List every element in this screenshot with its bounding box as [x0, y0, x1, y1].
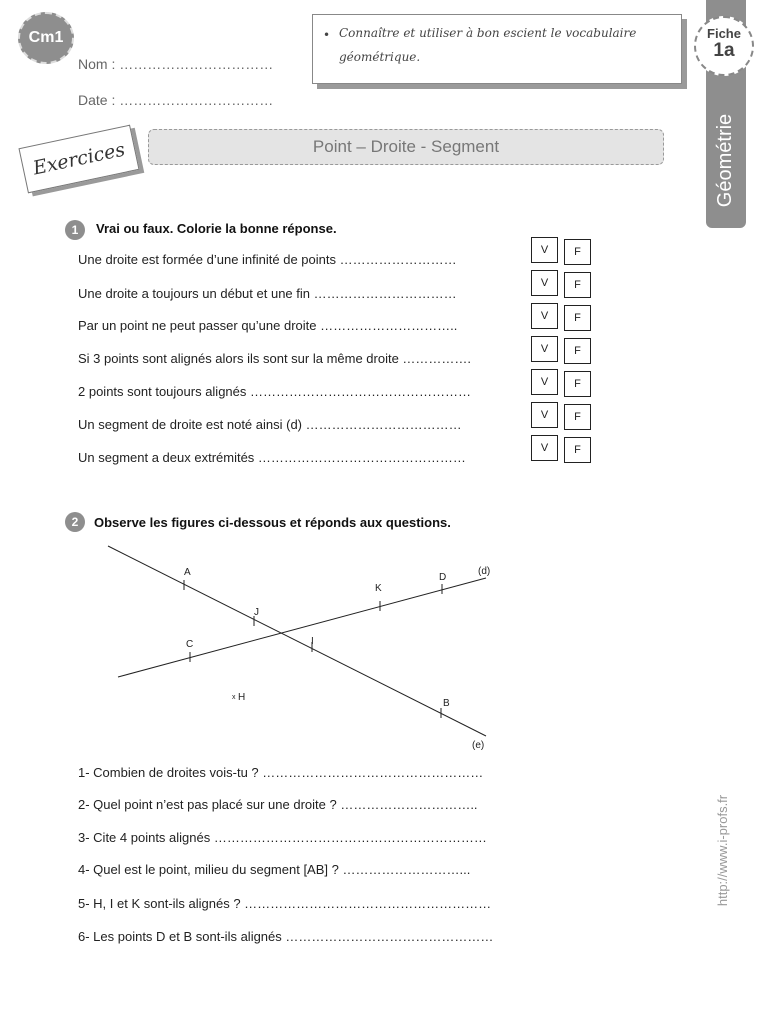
exercises-tag: Exercices: [18, 125, 139, 194]
line-e: [108, 546, 486, 736]
label-k: K: [375, 583, 382, 594]
subject-label-wrap: [706, 100, 746, 220]
false-box-5[interactable]: F: [564, 371, 591, 397]
fiche-badge: [694, 16, 754, 76]
true-box-3[interactable]: V: [531, 303, 558, 329]
label-a: A: [184, 567, 191, 578]
subject-label: Géométrie: [714, 113, 737, 207]
false-box-2[interactable]: F: [564, 272, 591, 298]
question-2: 2- Quel point n’est pas placé sur une droite ? …………………………..: [78, 797, 478, 812]
false-box-7[interactable]: F: [564, 437, 591, 463]
date-field[interactable]: Date : ……………………………: [78, 92, 274, 108]
site-url-wrap: [708, 780, 738, 920]
exercise-2-number: 2: [65, 512, 85, 532]
false-box-4[interactable]: F: [564, 338, 591, 364]
question-1: 1- Combien de droites vois-tu ? ……………………………………………: [78, 765, 484, 780]
objective-text: Connaître et utiliser à bon escient le vocabulaire géométrique.: [339, 26, 637, 64]
false-box-1[interactable]: F: [564, 239, 591, 265]
question-5: 5- H, I et K sont-ils alignés ? …………………………………………………: [78, 896, 492, 911]
question-3: 3- Cite 4 points alignés ………………………………………………………: [78, 830, 487, 845]
true-box-7[interactable]: V: [531, 435, 558, 461]
true-box-4[interactable]: V: [531, 336, 558, 362]
statement-4: Si 3 points sont alignés alors ils sont sur la même droite …………….: [78, 351, 472, 366]
question-6: 6- Les points D et B sont-ils alignés …………………………………………: [78, 929, 494, 944]
false-box-3[interactable]: F: [564, 305, 591, 331]
statement-2: Une droite a toujours un début et une fin ……………………………: [78, 286, 457, 301]
exercise-1-number: 1: [65, 220, 85, 240]
true-box-5[interactable]: V: [531, 369, 558, 395]
statement-1: Une droite est formée d’une infinité de points ………………………: [78, 252, 457, 267]
question-4: 4- Quel est le point, milieu du segment [AB] ? ………………………...: [78, 862, 471, 877]
label-line-e: (e): [472, 740, 485, 751]
objective-box: [312, 14, 682, 84]
name-field[interactable]: Nom : ……………………………: [78, 56, 274, 72]
statement-3: Par un point ne peut passer qu’une droite …………………………..: [78, 318, 458, 333]
statement-5: 2 points sont toujours alignés ……………………………………………: [78, 384, 471, 399]
fiche-label: Fiche: [707, 26, 741, 41]
line-d: [118, 578, 486, 677]
true-box-1[interactable]: V: [531, 237, 558, 263]
label-c: C: [186, 639, 194, 650]
label-h: H: [238, 692, 246, 703]
level-badge: Cm1: [18, 12, 74, 64]
exercise-2-instruction: Observe les figures ci-dessous et réponds aux questions.: [94, 515, 451, 530]
statement-7: Un segment a deux extrémités …………………………………………: [78, 450, 466, 465]
label-i: I: [311, 636, 314, 647]
false-box-6[interactable]: F: [564, 404, 591, 430]
true-box-6[interactable]: V: [531, 402, 558, 428]
true-box-2[interactable]: V: [531, 270, 558, 296]
statement-6: Un segment de droite est noté ainsi (d) ………………………………: [78, 417, 462, 432]
site-url[interactable]: http://www.i-profs.fr: [715, 794, 731, 906]
exercise-1-instruction: Vrai ou faux. Colorie la bonne réponse.: [96, 221, 337, 236]
label-line-d: (d): [478, 566, 491, 577]
label-b: B: [443, 698, 450, 709]
label-j: J: [254, 607, 259, 618]
fiche-number: 1a: [713, 40, 735, 61]
label-d: D: [439, 572, 447, 583]
geometry-figure: [100, 540, 500, 760]
cross-mark: x: [232, 694, 236, 701]
bullet-icon: •: [323, 28, 331, 42]
page-title: Point – Droite - Segment: [148, 129, 664, 165]
